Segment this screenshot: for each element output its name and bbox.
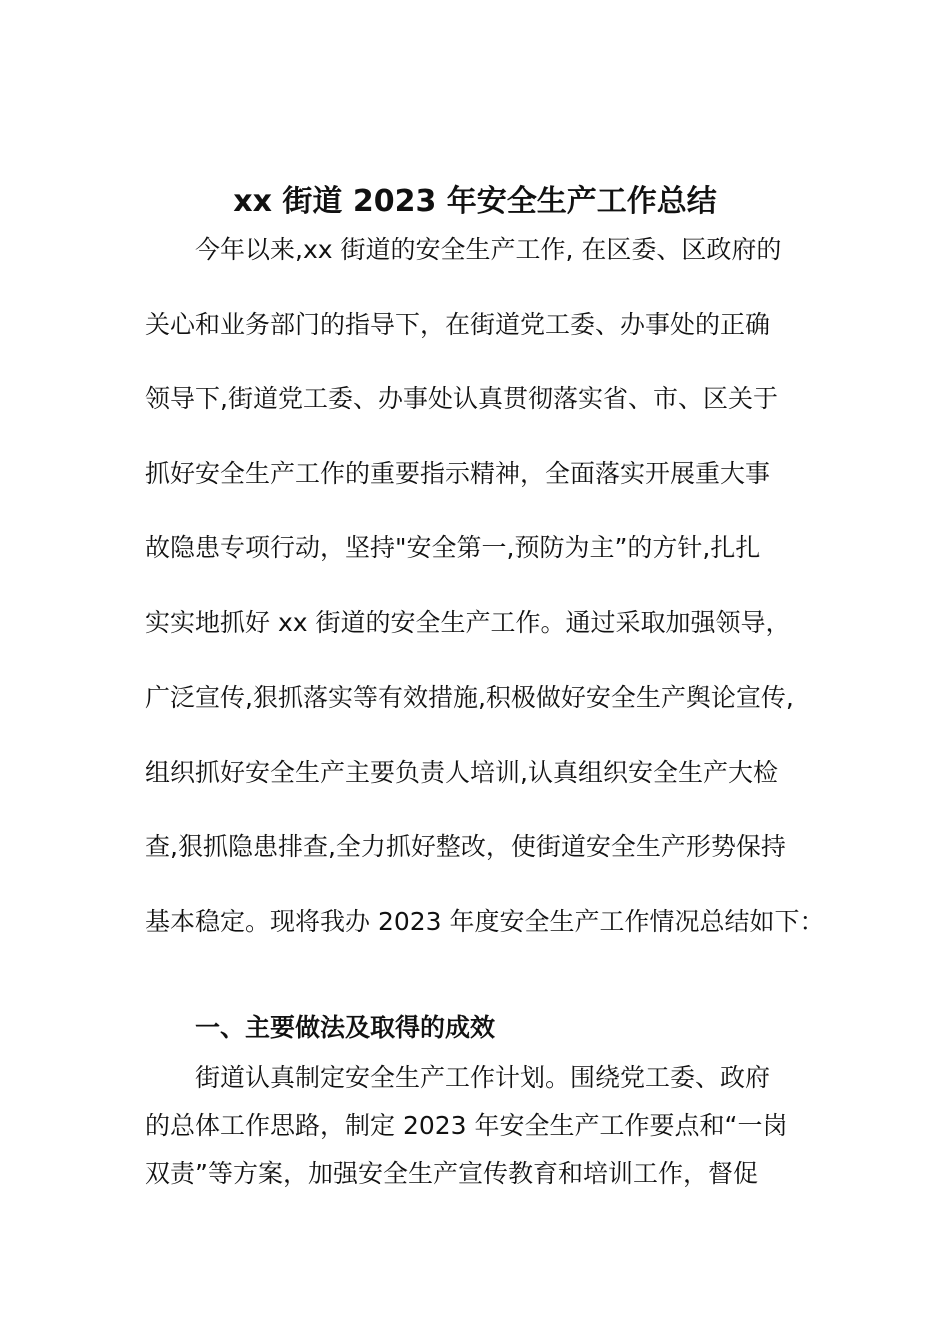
- paragraph-line: 双责”等方案，加强安全生产宣传教育和培训工作，督促: [145, 1159, 758, 1188]
- paragraph-line: 今年以来,xx 街道的安全生产工作, 在区委、区政府的: [195, 235, 782, 264]
- paragraph-line: 抓好安全生产工作的重要指示精神，全面落实开展重大事: [145, 459, 771, 488]
- document-title: xx 街道 2023 年安全生产工作总结: [233, 184, 717, 219]
- paragraph-line: 的总体工作思路，制定 2023 年安全生产工作要点和“一岗: [145, 1111, 788, 1140]
- paragraph-line: 广泛宣传,狠抓落实等有效措施,积极做好安全生产舆论宣传,: [145, 683, 794, 712]
- paragraph-line: 组织抓好安全生产主要负责人培训,认真组织安全生产大检: [145, 758, 778, 787]
- paragraph-line: 街道认真制定安全生产工作计划。围绕党工委、政府: [195, 1063, 771, 1092]
- paragraph-line: 基本稳定。现将我办 2023 年度安全生产工作情况总结如下：: [145, 907, 825, 936]
- paragraph-line: 查,狠抓隐患排查,全力抓好整改，使街道安全生产形势保持: [145, 832, 786, 861]
- paragraph-line: 领导下,街道党工委、办事处认真贯彻落实省、市、区关于: [145, 384, 778, 413]
- paragraph-line: 故隐患专项行动，坚持"安全第一,预防为主”的方针,扎扎: [145, 533, 761, 562]
- paragraph-line: 实实地抓好 xx 街道的安全生产工作。通过采取加强领导，: [145, 608, 791, 637]
- paragraph-line: 关心和业务部门的指导下，在街道党工委、办事处的正确: [145, 310, 771, 339]
- section-heading: 一、主要做法及取得的成效: [195, 1013, 496, 1042]
